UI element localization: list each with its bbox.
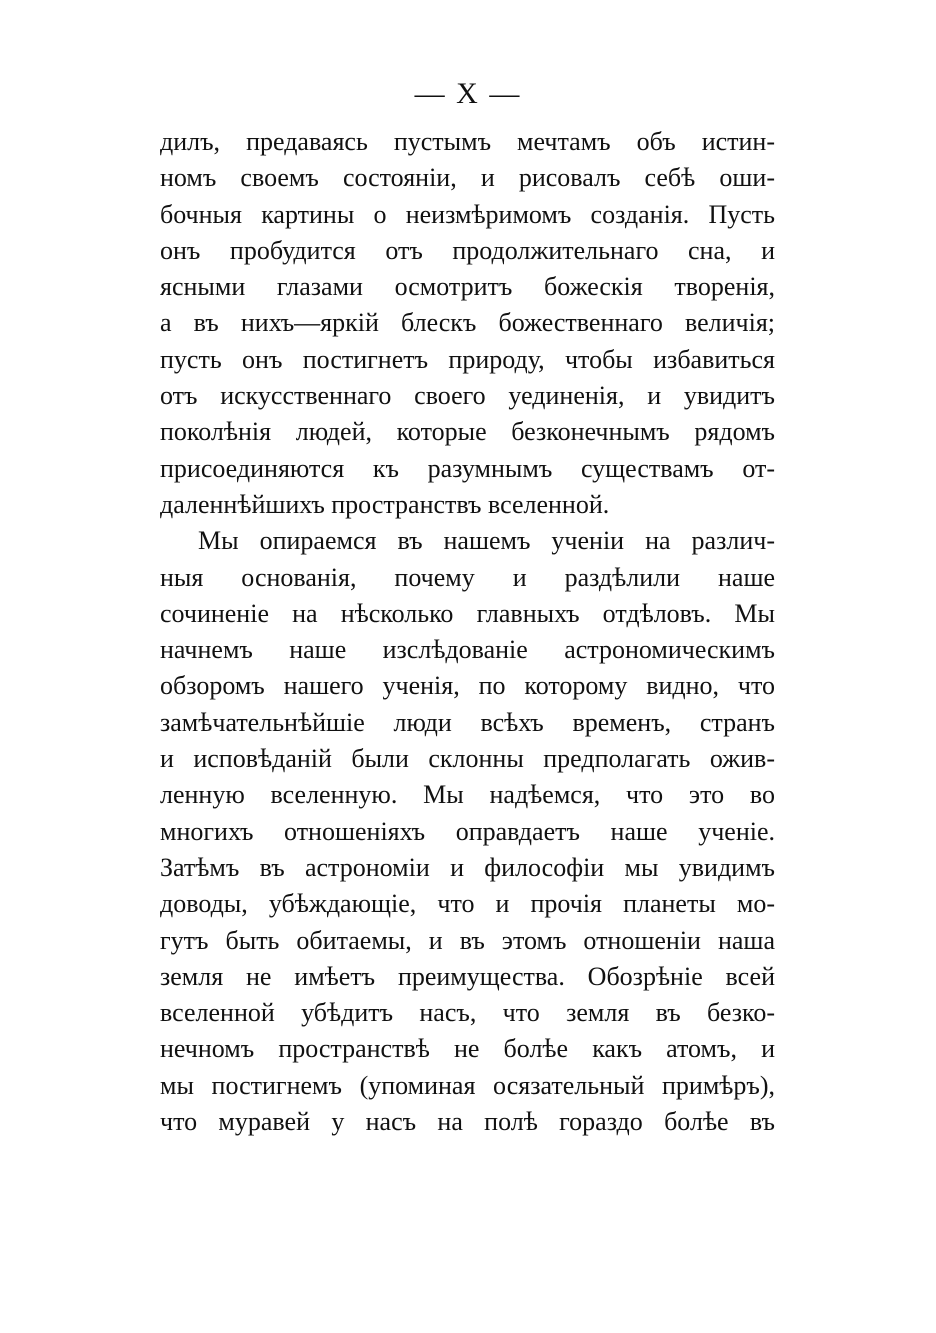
text-line: вселенной убѣдитъ насъ, что земля въ безко- [160, 998, 775, 1028]
text-line: и исповѣданій были склонны предполагать ожив- [160, 744, 775, 774]
text-line: даленнѣйшихъ пространствъ вселенной. [160, 489, 610, 519]
text-line: отъ искусственнаго своего уединенія, и увидитъ [160, 381, 775, 411]
text-line: многихъ отношеніяхъ оправдаетъ наше ученіе. [160, 816, 775, 846]
text-line: номъ своемъ состояніи, и рисовалъ себѣ оши- [160, 163, 775, 193]
text-line: гутъ быть обитаемы, и въ этомъ отношеніи наша [160, 925, 775, 955]
text-line: мы постигнемъ (упоминая осязательный примѣръ), [160, 1070, 775, 1100]
text-line: пусть онъ постигнетъ природу, чтобы избавиться [160, 344, 775, 374]
text-line: ныя основанія, почему и раздѣлили наше [160, 562, 775, 592]
text-line: Затѣмъ въ астрономіи и философіи мы увидимъ [160, 852, 775, 882]
text-line: ленную вселенную. Мы надѣемся, что это во [160, 780, 775, 810]
text-line: присоединяются къ разумнымъ существамъ от- [160, 453, 775, 483]
text-line: замѣчательнѣйшіе люди всѣхъ временъ, странъ [160, 707, 775, 737]
text-line: дилъ, предаваясь пустымъ мечтамъ объ истин- [160, 127, 775, 156]
text-line: что муравей у насъ на полѣ гораздо болѣе въ [160, 1107, 775, 1137]
body-text [160, 124, 775, 1140]
text-line: обзоромъ нашего ученія, по которому видно, что [160, 671, 775, 701]
text-line: начнемъ наше изслѣдованіе астрономическимъ [160, 635, 775, 665]
text-line: земля не имѣетъ преимущества. Обозрѣніе всей [160, 961, 775, 991]
paragraph-2 [160, 523, 775, 1140]
text-line: а въ нихъ—яркій блескъ божественнаго величія; [160, 308, 775, 338]
text-line: онъ пробудится отъ продолжительнаго сна, и [160, 235, 775, 265]
text-line: ясными глазами осмотритъ божескія творенія, [160, 272, 775, 302]
text-line: доводы, убѣждающіе, что и прочія планеты мо- [160, 889, 775, 919]
page-number: — X — [414, 77, 522, 110]
text-line: поколѣнія людей, которые безконечнымъ рядомъ [160, 417, 775, 447]
text-line: сочиненіе на нѣсколько главныхъ отдѣловъ. Мы [160, 598, 775, 628]
text-line: нечномъ пространствѣ не болѣе какъ атомъ, и [160, 1034, 775, 1064]
paragraph-1 [160, 124, 775, 523]
text-line: бочныя картины о неизмѣримомъ созданія. Пусть [160, 199, 775, 229]
text-line-indented: Мы опираемся въ нашемъ ученіи на различ- [198, 526, 775, 556]
